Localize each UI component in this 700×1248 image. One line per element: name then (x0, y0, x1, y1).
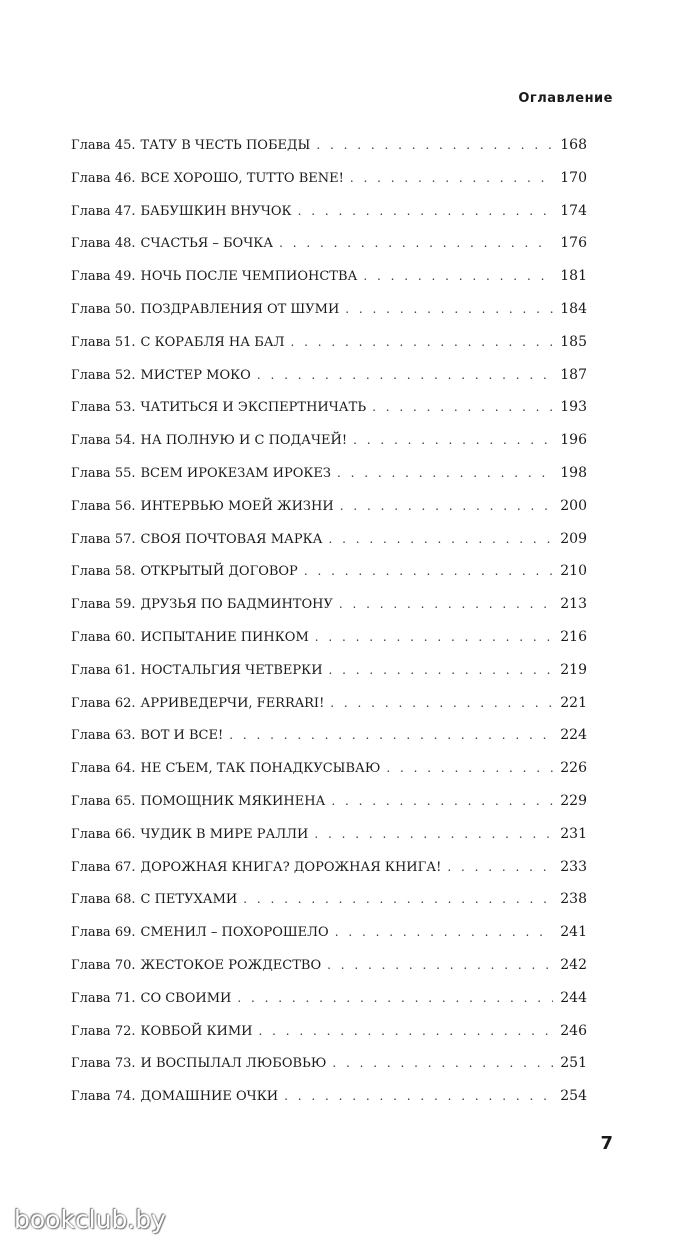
chapter-page: 184 (560, 300, 587, 317)
chapter-title: И ВОСПЫЛАЛ ЛЮБОВЬЮ (140, 1056, 327, 1072)
chapter-number: Глава 70. (71, 957, 136, 973)
chapter-title: ДОМАШНИЕ ОЧКИ (140, 1089, 279, 1105)
dot-leader (372, 391, 553, 424)
toc-entry (71, 227, 587, 260)
chapter-title: НОЧЬ ПОСЛЕ ЧЕМПИОНСТВА (140, 269, 358, 285)
chapter-title: СВОЯ ПОЧТОВАЯ МАРКА (140, 531, 323, 547)
dot-leader (316, 129, 553, 162)
chapter-page: 198 (560, 464, 587, 481)
toc-entry (71, 785, 587, 818)
toc-entry (71, 851, 587, 884)
chapter-page: 238 (560, 891, 587, 908)
chapter-page: 176 (560, 235, 587, 252)
chapter-page: 246 (560, 1022, 587, 1039)
dot-leader (329, 654, 553, 687)
dot-leader (315, 621, 553, 654)
chapter-number: Глава 58. (71, 564, 136, 580)
chapter-number: Глава 54. (71, 433, 136, 449)
toc-entry (71, 293, 587, 326)
toc-entry (71, 457, 587, 490)
toc-entry (71, 424, 587, 457)
chapter-number: Глава 67. (71, 859, 136, 875)
dot-leader (330, 687, 553, 720)
toc-entry (71, 1047, 587, 1080)
dot-leader (350, 162, 553, 195)
dot-leader (363, 260, 553, 293)
toc-entry (71, 195, 587, 228)
chapter-title: ИНТЕРВЬЮ МОЕЙ ЖИЗНИ (140, 498, 334, 514)
chapter-title: С ПЕТУХАМИ (140, 892, 238, 908)
chapter-page: 174 (560, 202, 587, 219)
table-of-contents (71, 129, 587, 1113)
chapter-number: Глава 73. (71, 1056, 136, 1072)
dot-leader (340, 490, 553, 523)
chapter-page: 219 (560, 661, 587, 678)
chapter-page: 168 (560, 137, 587, 153)
chapter-title: КОВБОЙ КИМИ (140, 1023, 253, 1039)
chapter-page: 170 (560, 169, 587, 186)
chapter-page: 229 (560, 792, 587, 809)
chapter-title: ПОМОЩНИК МЯКИНЕНА (140, 793, 326, 809)
toc-entry (71, 588, 587, 621)
chapter-number: Глава 53. (71, 400, 136, 416)
dot-leader (314, 818, 553, 851)
chapter-number: Глава 46. (71, 170, 136, 186)
chapter-number: Глава 59. (71, 597, 136, 613)
watermark: bookclub.by (14, 1205, 166, 1234)
toc-entry (71, 949, 587, 982)
chapter-page: 181 (560, 268, 587, 285)
dot-leader (329, 523, 554, 556)
chapter-page: 193 (560, 399, 587, 416)
chapter-number: Глава 74. (71, 1089, 136, 1105)
toc-entry (71, 916, 587, 949)
chapter-number: Глава 60. (71, 629, 136, 645)
chapter-number: Глава 68. (71, 892, 136, 908)
chapter-number: Глава 52. (71, 367, 136, 383)
chapter-page: 209 (560, 530, 587, 547)
chapter-title: ЧАТИТЬСЯ И ЭКСПЕРТНИЧАТЬ (140, 400, 367, 416)
dot-leader (386, 752, 553, 785)
dot-leader (447, 851, 553, 884)
chapter-number: Глава 49. (71, 269, 136, 285)
chapter-title: МИСТЕР МОКО (140, 367, 251, 383)
chapter-page: 241 (560, 924, 587, 941)
chapter-page: 187 (560, 366, 587, 383)
chapter-page: 231 (560, 825, 587, 842)
chapter-number: Глава 64. (71, 761, 136, 777)
dot-leader (257, 359, 553, 392)
chapter-number: Глава 50. (71, 301, 136, 317)
chapter-number: Глава 57. (71, 531, 136, 547)
chapter-number: Глава 48. (71, 236, 136, 252)
toc-entry (71, 359, 587, 392)
chapter-number: Глава 51. (71, 334, 136, 350)
chapter-page: 254 (560, 1088, 587, 1105)
chapter-title: НЕ СЪЕМ, ТАК ПОНАДКУСЫВАЮ (140, 761, 381, 777)
chapter-page: 233 (560, 858, 587, 875)
chapter-number: Глава 55. (71, 465, 136, 481)
toc-entry (71, 654, 587, 687)
running-head: Оглавление (518, 91, 613, 106)
dot-leader (243, 883, 553, 916)
chapter-page: 210 (560, 563, 587, 580)
chapter-title: ВСЕ ХОРОШО, TUTTO BENE! (140, 170, 344, 186)
chapter-title: ВОТ И ВСЕ! (140, 728, 224, 744)
toc-entry (71, 162, 587, 195)
chapter-title: ОТКРЫТЫЙ ДОГОВОР (140, 564, 298, 580)
dot-leader (229, 719, 553, 752)
toc-entry (71, 1015, 587, 1048)
toc-entry (71, 818, 587, 851)
chapter-page: 196 (560, 432, 587, 449)
chapter-title: ТАТУ В ЧЕСТЬ ПОБЕДЫ (140, 138, 311, 153)
dot-leader (353, 424, 553, 457)
toc-entry (71, 883, 587, 916)
toc-entry (71, 752, 587, 785)
toc-entry (71, 260, 587, 293)
chapter-page: 185 (560, 333, 587, 350)
chapter-number: Глава 45. (71, 138, 136, 153)
dot-leader (331, 785, 553, 818)
chapter-page: 213 (560, 596, 587, 613)
chapter-number: Глава 61. (71, 662, 136, 678)
toc-entry (71, 982, 587, 1015)
chapter-number: Глава 56. (71, 498, 136, 514)
dot-leader (332, 1047, 553, 1080)
chapter-title: АРРИВЕДЕРЧИ, FERRARI! (140, 695, 325, 711)
chapter-number: Глава 62. (71, 695, 136, 711)
chapter-number: Глава 66. (71, 826, 136, 842)
toc-entry (71, 129, 587, 162)
chapter-title: ДОРОЖНАЯ КНИГА? ДОРОЖНАЯ КНИГА! (140, 859, 442, 875)
chapter-title: БАБУШКИН ВНУЧОК (140, 203, 292, 219)
toc-entry (71, 1080, 587, 1113)
chapter-title: НА ПОЛНУЮ И С ПОДАЧЕЙ! (140, 433, 348, 449)
chapter-number: Глава 69. (71, 925, 136, 941)
chapter-title: С КОРАБЛЯ НА БАЛ (140, 334, 285, 350)
toc-entry (71, 326, 587, 359)
toc-entry (71, 523, 587, 556)
dot-leader (279, 227, 553, 260)
chapter-page: 251 (560, 1055, 587, 1072)
chapter-title: ИСПЫТАНИЕ ПИНКОМ (140, 629, 309, 645)
chapter-page: 216 (560, 628, 587, 645)
chapter-title: НОСТАЛЬГИЯ ЧЕТВЕРКИ (140, 662, 323, 678)
dot-leader (237, 982, 553, 1015)
dot-leader (337, 457, 553, 490)
chapter-number: Глава 65. (71, 793, 136, 809)
dot-leader (290, 326, 553, 359)
chapter-title: ВСЕМ ИРОКЕЗАМ ИРОКЕЗ (140, 465, 332, 481)
chapter-title: ДРУЗЬЯ ПО БАДМИНТОНУ (140, 597, 333, 613)
chapter-number: Глава 47. (71, 203, 136, 219)
dot-leader (304, 555, 553, 588)
chapter-title: СО СВОИМИ (140, 990, 232, 1006)
chapter-number: Глава 63. (71, 728, 136, 744)
dot-leader (345, 293, 553, 326)
toc-entry (71, 621, 587, 654)
chapter-title: ПОЗДРАВЛЕНИЯ ОТ ШУМИ (140, 301, 340, 317)
chapter-title: СМЕНИЛ – ПОХОРОШЕЛО (140, 925, 329, 941)
page-number: 7 (600, 1133, 613, 1154)
chapter-page: 221 (560, 694, 587, 711)
dot-leader (327, 949, 553, 982)
dot-leader (339, 588, 553, 621)
toc-entry (71, 719, 587, 752)
toc-entry (71, 490, 587, 523)
chapter-page: 244 (560, 989, 587, 1006)
dot-leader (335, 916, 553, 949)
chapter-page: 200 (560, 497, 587, 514)
chapter-page: 226 (560, 760, 587, 777)
chapter-number: Глава 71. (71, 990, 136, 1006)
chapter-page: 242 (560, 956, 587, 973)
toc-entry (71, 687, 587, 720)
toc-entry (71, 555, 587, 588)
dot-leader (298, 195, 553, 228)
chapter-page: 224 (560, 727, 587, 744)
toc-entry (71, 391, 587, 424)
chapter-title: СЧАСТЬЯ – БОЧКА (140, 236, 274, 252)
dot-leader (284, 1080, 553, 1113)
chapter-title: ЖЕСТОКОЕ РОЖДЕСТВО (140, 957, 322, 973)
dot-leader (259, 1015, 554, 1048)
chapter-number: Глава 72. (71, 1023, 136, 1039)
chapter-title: ЧУДИК В МИРЕ РАЛЛИ (140, 826, 309, 842)
